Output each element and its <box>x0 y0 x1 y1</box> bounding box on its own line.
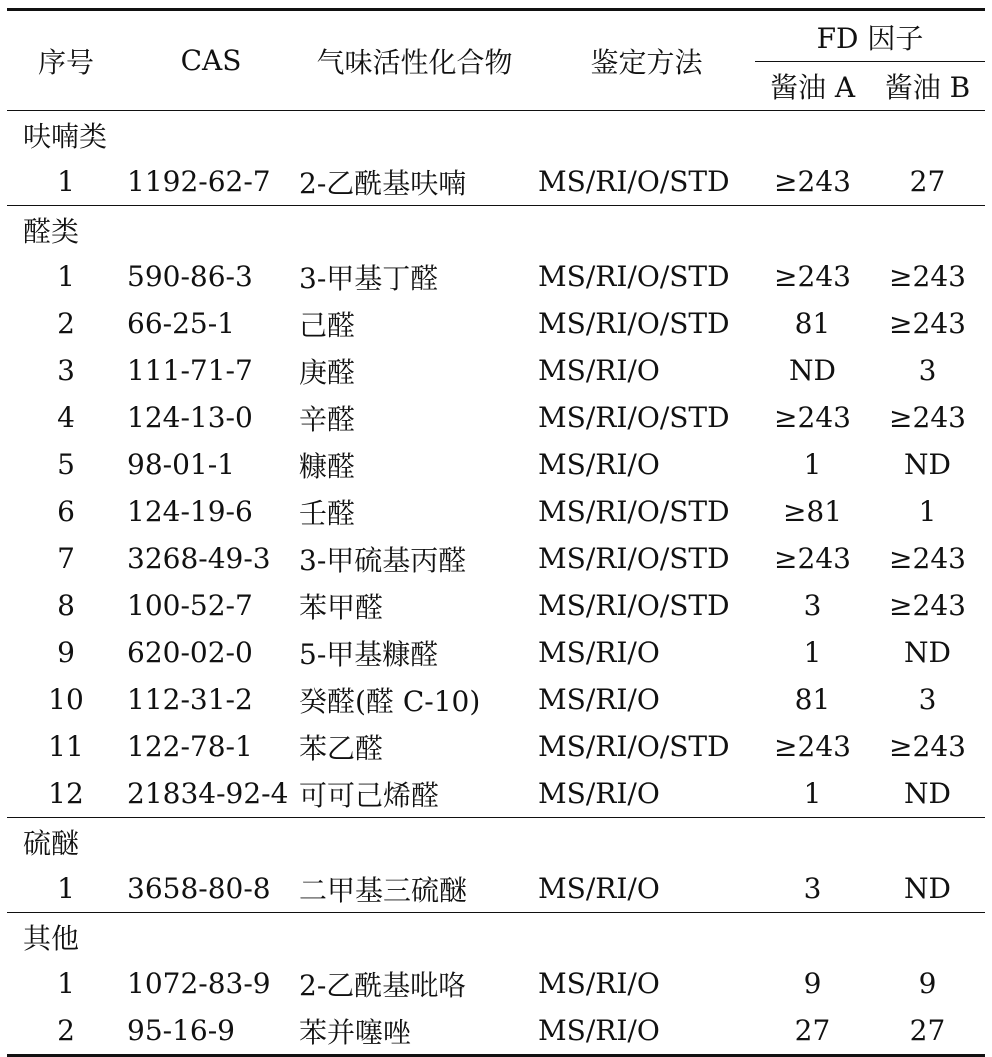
cell-cas: 3658-80-8 <box>127 872 271 905</box>
cell-fd-b: ≥243 <box>889 730 966 763</box>
cell-seq: 11 <box>48 730 84 763</box>
cell-cas: 98-01-1 <box>127 448 235 481</box>
header-sample-b: 酱油 B <box>870 62 985 111</box>
cell-compound: 2-乙酰基呋喃 <box>299 166 467 200</box>
cell-fd-a: ND <box>789 354 836 387</box>
cell-seq: 2 <box>57 307 75 340</box>
cell-seq: 8 <box>57 589 75 622</box>
cell-cas: 111-71-7 <box>127 354 253 387</box>
cell-cas: 21834-92-4 <box>127 777 289 810</box>
cell-seq: 1 <box>57 165 75 198</box>
cell-cas: 66-25-1 <box>127 307 235 340</box>
cell-fd-b: ND <box>904 777 951 810</box>
header-method: 鉴定方法 <box>590 45 703 79</box>
category-label: 其他 <box>23 921 80 955</box>
category-label: 呋喃类 <box>23 119 108 153</box>
category-label: 硫醚 <box>23 826 80 860</box>
cell-fd-a: ≥243 <box>774 542 851 575</box>
cell-seq: 1 <box>57 967 75 1000</box>
header-compound: 气味活性化合物 <box>316 45 513 79</box>
cell-fd-a: ≥243 <box>774 401 851 434</box>
cell-seq: 2 <box>57 1014 75 1047</box>
header-sample-a: 酱油 A <box>755 62 870 111</box>
cell-fd-a: ≥243 <box>774 730 851 763</box>
cell-fd-a: ≥243 <box>774 260 851 293</box>
cell-seq: 6 <box>57 495 75 528</box>
cell-compound: 可可己烯醛 <box>299 778 440 812</box>
cell-method: MS/RI/O/STD <box>538 542 730 575</box>
header-cas: CAS <box>180 44 242 77</box>
cell-compound: 苯乙醛 <box>299 731 384 765</box>
cell-seq: 10 <box>48 683 84 716</box>
cell-cas: 590-86-3 <box>127 260 253 293</box>
cell-fd-b: 3 <box>918 354 937 387</box>
cell-fd-b: 27 <box>909 165 946 198</box>
cell-method: MS/RI/O/STD <box>538 307 730 340</box>
cell-compound: 2-乙酰基吡咯 <box>299 968 467 1002</box>
cell-compound: 壬醛 <box>299 496 356 530</box>
cell-compound: 3-甲硫基丙醛 <box>299 543 467 577</box>
cell-fd-b: ND <box>904 636 951 669</box>
cell-cas: 1072-83-9 <box>127 967 271 1000</box>
table-row <box>7 347 985 394</box>
table-row <box>7 535 985 582</box>
table-body <box>7 111 985 1056</box>
cell-cas: 100-52-7 <box>127 589 253 622</box>
cell-method: MS/RI/O/STD <box>538 401 730 434</box>
cell-compound: 苯并噻唑 <box>299 1015 412 1049</box>
cell-cas: 124-13-0 <box>127 401 253 434</box>
table-row <box>7 865 985 913</box>
cell-fd-a: ≥243 <box>774 165 851 198</box>
cell-cas: 1192-62-7 <box>127 165 271 198</box>
cell-method: MS/RI/O/STD <box>538 165 730 198</box>
cell-fd-b: 9 <box>918 967 937 1000</box>
odor-compounds-table <box>7 8 985 1057</box>
cell-fd-b: ≥243 <box>889 260 966 293</box>
cell-fd-a: 81 <box>794 307 831 340</box>
category-row <box>7 818 985 866</box>
cell-seq: 1 <box>57 872 75 905</box>
table-row <box>7 1007 985 1056</box>
cell-fd-a: 3 <box>803 589 822 622</box>
table-row <box>7 394 985 441</box>
cell-compound: 辛醛 <box>299 402 356 436</box>
cell-method: MS/RI/O <box>538 448 660 481</box>
table-row <box>7 960 985 1007</box>
table-row <box>7 158 985 206</box>
cell-seq: 9 <box>57 636 75 669</box>
cell-method: MS/RI/O <box>538 1014 660 1047</box>
table-header <box>7 10 985 111</box>
cell-cas: 620-02-0 <box>127 636 253 669</box>
cell-method: MS/RI/O/STD <box>538 730 730 763</box>
table-row <box>7 253 985 300</box>
cell-fd-a: 9 <box>803 967 822 1000</box>
cell-compound: 二甲基三硫醚 <box>299 873 468 907</box>
cell-seq: 3 <box>57 354 75 387</box>
cell-seq: 5 <box>57 448 75 481</box>
cell-method: MS/RI/O <box>538 777 660 810</box>
cell-seq: 12 <box>48 777 84 810</box>
cell-method: MS/RI/O <box>538 354 660 387</box>
cell-fd-b: ND <box>904 448 951 481</box>
table-row <box>7 441 985 488</box>
cell-fd-a: 1 <box>803 777 822 810</box>
data-table-container <box>7 8 985 1057</box>
table-row <box>7 300 985 347</box>
cell-cas: 3268-49-3 <box>127 542 271 575</box>
header-seq: 序号 <box>37 45 94 79</box>
cell-compound: 糠醛 <box>299 449 356 483</box>
table-row <box>7 488 985 535</box>
cell-fd-b: 1 <box>918 495 937 528</box>
cell-method: MS/RI/O/STD <box>538 260 730 293</box>
cell-seq: 1 <box>57 260 75 293</box>
category-label: 醛类 <box>23 214 80 248</box>
cell-fd-a: 3 <box>803 872 822 905</box>
cell-fd-a: 1 <box>803 636 822 669</box>
cell-compound: 癸醛(醛 C-10) <box>299 684 481 718</box>
cell-compound: 己醛 <box>299 308 356 342</box>
cell-method: MS/RI/O <box>538 967 660 1000</box>
cell-cas: 95-16-9 <box>127 1014 235 1047</box>
cell-compound: 5-甲基糠醛 <box>299 637 439 671</box>
cell-fd-b: 3 <box>918 683 937 716</box>
table-row <box>7 676 985 723</box>
category-row <box>7 111 985 159</box>
table-row <box>7 629 985 676</box>
cell-fd-b: ≥243 <box>889 307 966 340</box>
table-row <box>7 582 985 629</box>
table-row <box>7 770 985 818</box>
cell-compound: 3-甲基丁醛 <box>299 261 439 295</box>
cell-method: MS/RI/O <box>538 872 660 905</box>
cell-method: MS/RI/O <box>538 683 660 716</box>
cell-method: MS/RI/O/STD <box>538 589 730 622</box>
cell-fd-a: 81 <box>794 683 831 716</box>
cell-method: MS/RI/O <box>538 636 660 669</box>
cell-fd-b: ND <box>904 872 951 905</box>
category-row <box>7 913 985 961</box>
cell-fd-b: ≥243 <box>889 401 966 434</box>
category-row <box>7 206 985 254</box>
cell-fd-b: ≥243 <box>889 589 966 622</box>
cell-compound: 庚醛 <box>299 355 356 389</box>
cell-fd-a: 1 <box>803 448 822 481</box>
cell-seq: 7 <box>57 542 75 575</box>
cell-fd-a: ≥81 <box>782 495 843 528</box>
cell-fd-a: 27 <box>794 1014 831 1047</box>
cell-fd-b: ≥243 <box>889 542 966 575</box>
table-row <box>7 723 985 770</box>
header-fd-factor: FD 因子 <box>816 22 924 55</box>
cell-cas: 112-31-2 <box>127 683 253 716</box>
cell-cas: 124-19-6 <box>127 495 253 528</box>
cell-compound: 苯甲醛 <box>299 590 384 624</box>
cell-fd-b: 27 <box>909 1014 946 1047</box>
cell-seq: 4 <box>57 401 75 434</box>
cell-cas: 122-78-1 <box>127 730 253 763</box>
cell-method: MS/RI/O/STD <box>538 495 730 528</box>
